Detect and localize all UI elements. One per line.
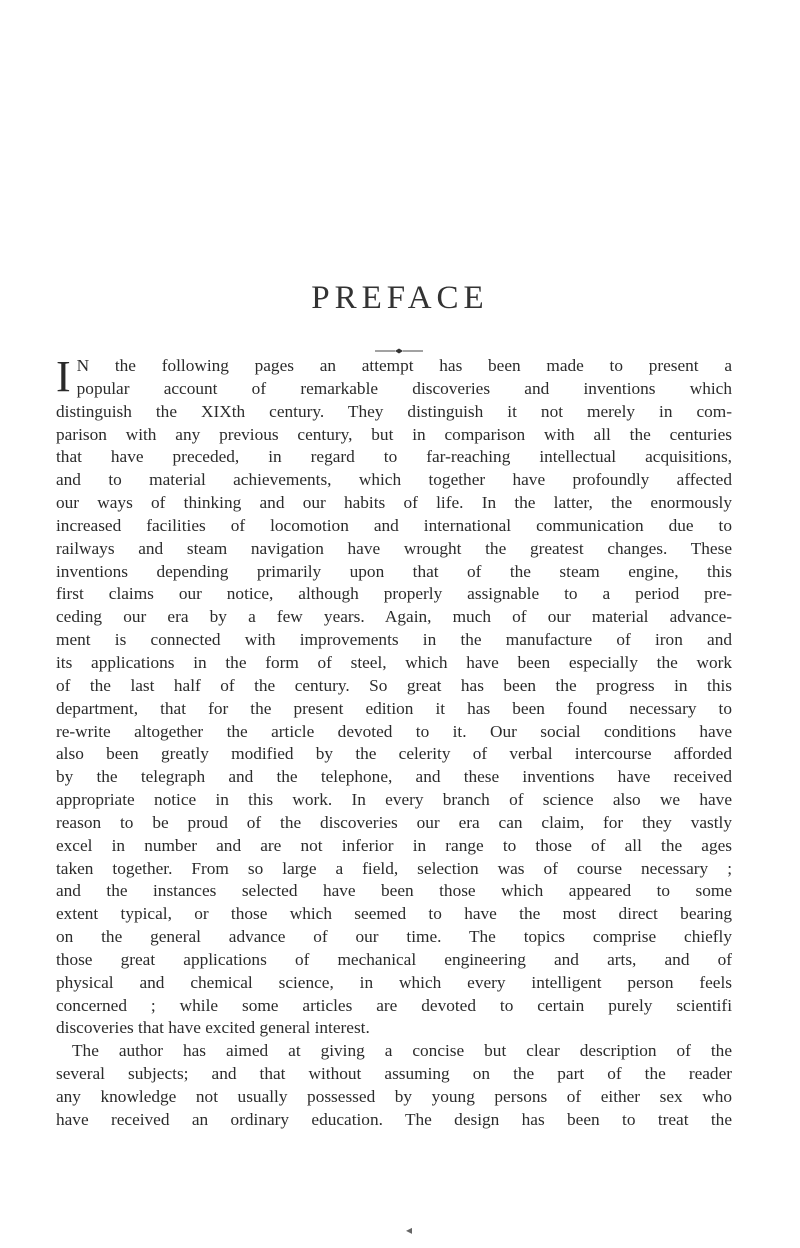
text-line: on the general advance of our time. The topics comprise chiefly <box>56 927 732 947</box>
text-line: distinguish the XIXth century. They distinguish it not merely in com- <box>56 401 732 421</box>
text-line: have received an ordinary education. The design has been to treat the <box>56 1109 732 1129</box>
text-line: concerned ; while some articles are devoted to certain purely scientifi <box>56 995 732 1015</box>
preface-body <box>56 355 732 1132</box>
text-line: popular account of remarkable discoveries and inventions which <box>76 378 732 398</box>
page-footer-mark: ◂ <box>406 1223 413 1237</box>
text-line: extent typical, or those which seemed to have the most direct bearing <box>56 904 732 924</box>
text-line: any knowledge not usually possessed by young persons of either sex who <box>56 1087 732 1106</box>
text-line: appropriate notice in this work. In every branch of science also we have <box>56 790 732 810</box>
text-line: also been greatly modified by the celerity of verbal intercourse afforded <box>56 744 732 764</box>
text-line: excel in number and are not inferior in range to those of all the ages <box>56 835 732 855</box>
text-line: ment is connected with improvements in the manufacture of iron and <box>56 630 732 650</box>
text-line: re-write altogether the article devoted to it. Our social conditions have <box>56 721 732 741</box>
text-line: parison with any previous century, but in comparison with all the centuries <box>56 424 732 444</box>
text-line: several subjects; and that without assuming on the part of the reader <box>56 1064 732 1084</box>
text-line: of the last half of the century. So great has been the progress in this <box>56 675 732 695</box>
text-line: railways and steam navigation have wrought the greatest changes. These <box>56 538 732 558</box>
text-line: its applications in the form of steel, which have been especially the work <box>56 652 732 672</box>
text-line: inventions depending primarily upon that of the steam engine, this <box>56 561 732 581</box>
paragraph-1 <box>56 401 732 1041</box>
text-line: and the instances selected have been those which appeared to some <box>56 881 732 901</box>
opening-paragraph-start <box>56 355 732 401</box>
text-line: discoveries that have excited general interest. <box>56 1018 370 1038</box>
text-line: department, that for the present edition it has been found necessary to <box>56 698 732 718</box>
text-line: our ways of thinking and our habits of life. In the latter, the enormously <box>56 493 732 513</box>
text-line: reason to be proud of the discoveries our era can claim, for they vastly <box>56 812 732 832</box>
text-line: ceding our era by a few years. Again, much of our material advance- <box>56 607 732 627</box>
text-line: first claims our notice, although properly assignable to a period pre- <box>56 584 732 604</box>
text-line: taken together. From so large a field, selection was of course necessary ; <box>56 858 732 878</box>
text-line: increased facilities of locomotion and international communication due to <box>56 515 732 535</box>
text-line: N the following pages an attempt has been made to present a <box>76 356 732 375</box>
paragraph-2 <box>56 1040 732 1131</box>
text-line: and to material achievements, which together have profoundly affected <box>56 470 732 490</box>
drop-cap: I <box>56 355 71 401</box>
page-title: PREFACE <box>311 280 489 316</box>
text-line: The author has aimed at giving a concise but clear description of the <box>72 1041 732 1061</box>
text-line: those great applications of mechanical engineering and arts, and of <box>56 949 732 969</box>
text-line: physical and chemical science, in which every intelligent person feels <box>56 972 732 992</box>
text-line: that have preceded, in regard to far-reaching intellectual acquisitions, <box>56 447 732 467</box>
text-line: by the telegraph and the telephone, and these inventions have received <box>56 767 732 787</box>
ornament-divider <box>373 347 425 355</box>
